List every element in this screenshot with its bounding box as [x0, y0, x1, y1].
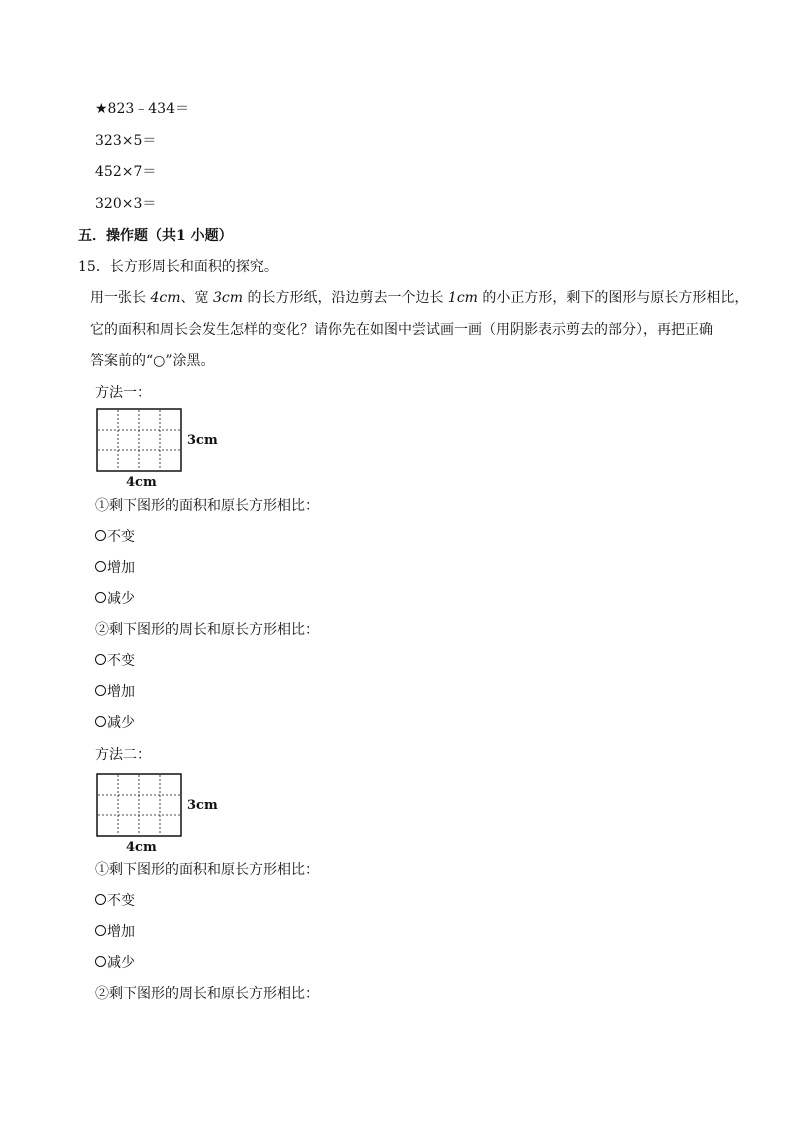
option-label: 不变 — [107, 653, 135, 669]
method-2-area-option-3[interactable] — [95, 954, 135, 972]
method-1-width-label: 4cm — [126, 475, 157, 490]
radio-circle-icon[interactable] — [95, 956, 106, 967]
calc-line-4: 320×3＝ — [95, 196, 157, 212]
para-text: 的小正方形，剩下的图形与原长方形相比， — [477, 290, 749, 306]
question-heading — [78, 258, 278, 276]
option-label: 减少 — [107, 715, 135, 731]
option-label: 增加 — [107, 924, 135, 940]
method-1-perimeter-option-3[interactable] — [95, 714, 135, 732]
option-label: 减少 — [107, 955, 135, 971]
method-1-label: 方法一： — [95, 385, 151, 401]
method-2-area-option-1[interactable] — [95, 892, 135, 910]
radio-circle-icon[interactable] — [95, 530, 106, 541]
para-number: 1 — [447, 290, 457, 306]
para-text: 的长方形纸，沿边剪去一个边长 — [243, 290, 448, 306]
method-2-height-label: 3cm — [187, 798, 218, 813]
method-1-perimeter-option-2[interactable] — [95, 683, 135, 701]
question-paragraph-line-2: 它的面积和周长会发生怎样的变化？请你先在如图中尝试画一画（用阴影表示剪去的部分），再把正确 — [90, 322, 713, 338]
radio-circle-icon[interactable] — [95, 894, 106, 905]
question-paragraph-line-3: 答案前的“○”涂黑。 — [90, 353, 215, 369]
option-label: 增加 — [107, 684, 135, 700]
calc-line-2: 323×5＝ — [95, 133, 157, 149]
method-1-area-question: ①剩下图形的面积和原长方形相比： — [95, 498, 319, 514]
para-number: 4 — [150, 290, 160, 306]
radio-circle-icon[interactable] — [95, 925, 106, 936]
method-1-area-option-2[interactable] — [95, 559, 135, 577]
method-2-label: 方法二： — [95, 747, 151, 763]
para-unit: cm — [456, 290, 478, 306]
method-2-area-option-2[interactable] — [95, 923, 135, 941]
option-label: 减少 — [107, 591, 135, 607]
method-1-perimeter-option-1[interactable] — [95, 652, 135, 670]
radio-circle-icon[interactable] — [95, 592, 106, 603]
calc-line-3: 452×7＝ — [95, 164, 157, 180]
method-2-area-question: ①剩下图形的面积和原长方形相比： — [95, 862, 319, 878]
question-title: 长方形周长和面积的探究。 — [109, 259, 278, 275]
radio-circle-icon[interactable] — [95, 654, 106, 665]
method-1-area-option-1[interactable] — [95, 528, 135, 546]
radio-circle-icon[interactable] — [95, 716, 106, 727]
para-unit: cm — [221, 290, 243, 306]
method-1-height-label: 3cm — [187, 433, 218, 448]
question-number: 15． — [78, 259, 110, 275]
question-paragraph-line-1 — [90, 289, 748, 307]
para-number: 3 — [212, 290, 222, 306]
method-1-area-option-3[interactable] — [95, 590, 135, 608]
section-title: 五．操作题（共1 小题） — [78, 228, 233, 244]
option-label: 不变 — [107, 893, 135, 909]
radio-circle-icon[interactable] — [95, 685, 106, 696]
method-1-perimeter-question: ②剩下图形的周长和原长方形相比： — [95, 622, 319, 638]
para-text: 用一张长 — [90, 290, 151, 306]
method-2-perimeter-question: ②剩下图形的周长和原长方形相比： — [95, 986, 319, 1002]
option-label: 不变 — [107, 529, 135, 545]
method-2-width-label: 4cm — [126, 840, 157, 855]
option-label: 增加 — [107, 560, 135, 576]
para-unit: cm — [159, 290, 181, 306]
radio-circle-icon[interactable] — [95, 561, 106, 572]
calc-line-1: ★823﹣434＝ — [95, 101, 189, 117]
para-text: 、宽 — [180, 290, 213, 306]
